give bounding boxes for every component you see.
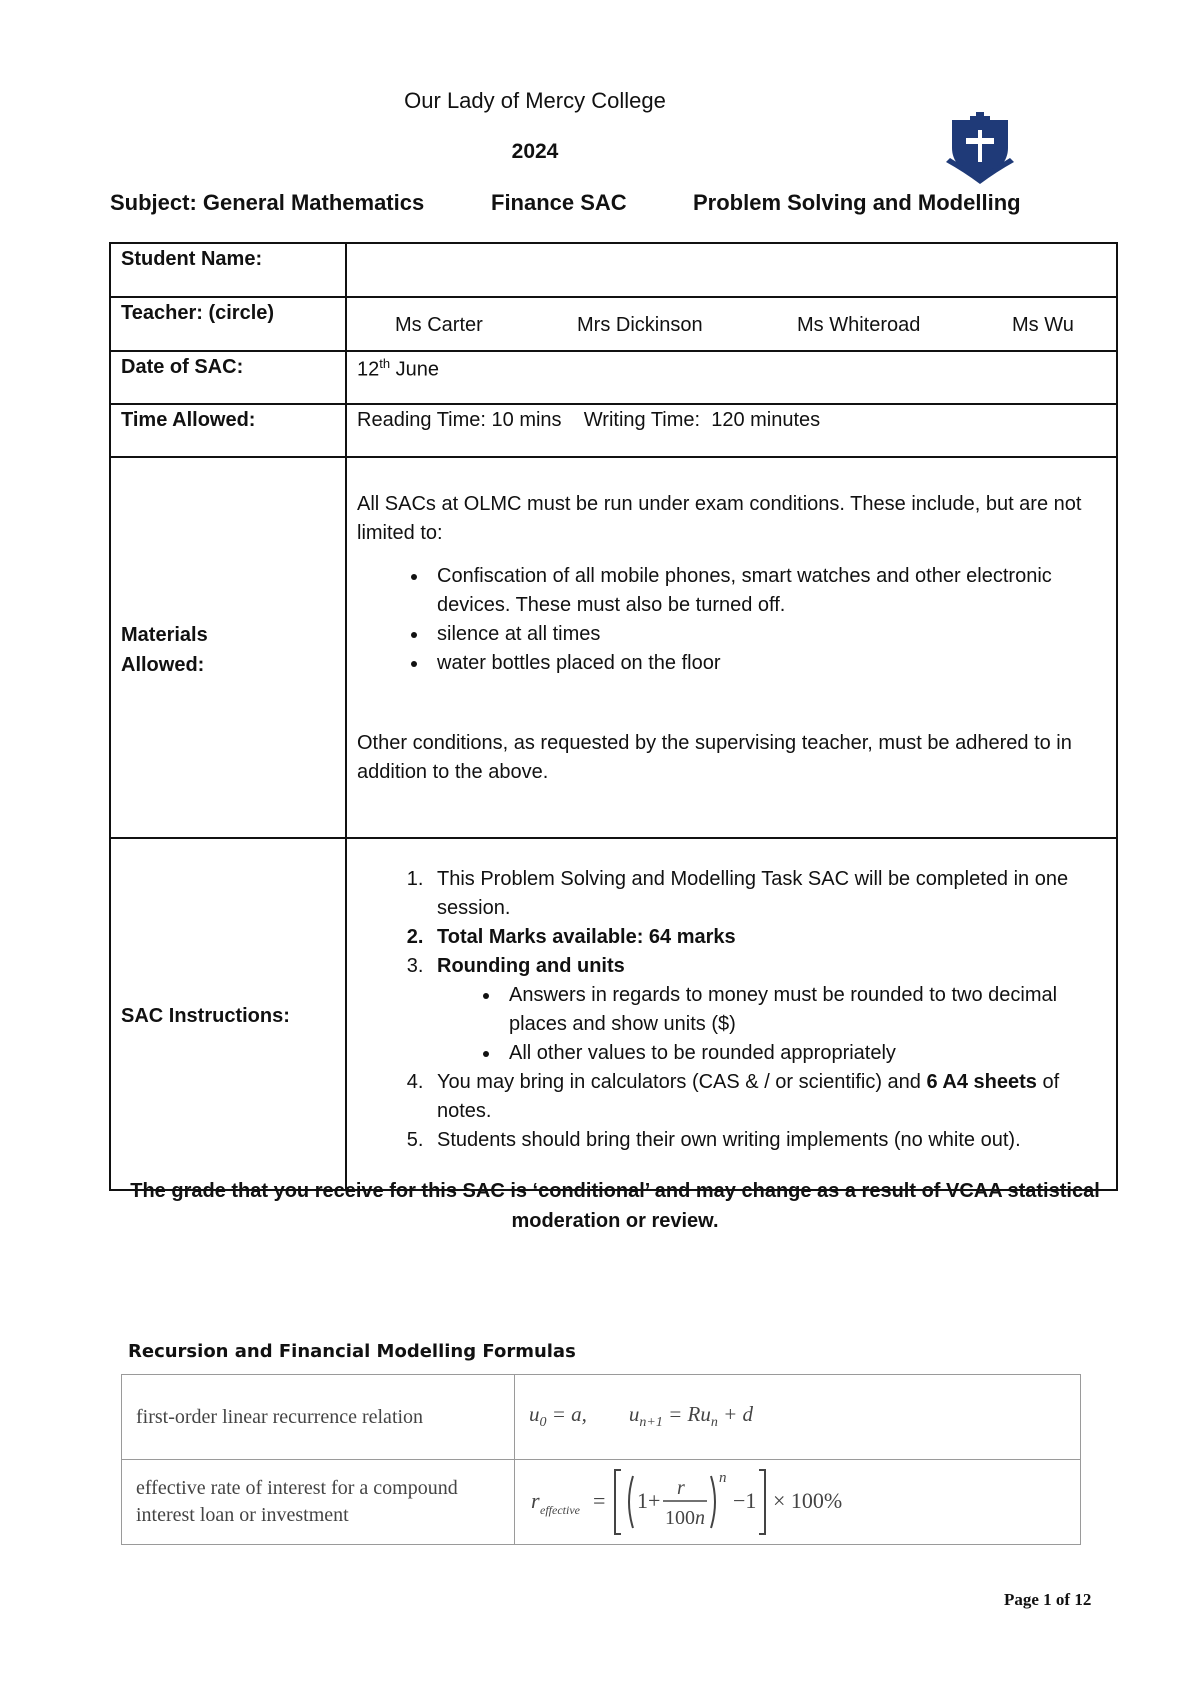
year: 2024: [511, 140, 559, 163]
materials-item: • Confiscation of all mobile phones, smart watches and other electronic devices. These must also be turned off.: [429, 562, 1106, 620]
student-name-field[interactable]: [346, 243, 1117, 297]
time-value: Reading Time: 10 mins Writing Time: 120 minutes: [346, 404, 1117, 457]
instructions-content: [346, 838, 1117, 1190]
grade-conditional-note: The grade that you receive for this SAC is ‘conditional’ and may change as a result of VCAA statistical moderation or review.: [130, 1180, 1100, 1232]
formula-description: effective rate of interest for a compound interest loan or investment: [122, 1460, 515, 1545]
materials-intro: All SACs at OLMC must be run under exam conditions. These include, but are not limited to:: [357, 493, 1082, 544]
effective-rate-formula: [515, 1460, 1081, 1545]
materials-label: [110, 457, 346, 838]
date-day: 12: [357, 358, 380, 381]
teacher-option-wu[interactable]: Ms Wu: [1012, 314, 1074, 336]
rounding-sublist: [437, 981, 1106, 1068]
teacher-label: Teacher: (circle): [110, 297, 346, 351]
teacher-option-carter[interactable]: Ms Carter: [395, 314, 483, 336]
materials-item: • water bottles placed on the floor: [429, 649, 1106, 678]
instruction-item-2: 2. Total Marks available: 64 marks: [429, 923, 1106, 952]
materials-list: [357, 562, 1106, 678]
instruction-item-4-bold: 6 A4 sheets: [926, 1071, 1037, 1093]
instruction-item-4: [429, 1068, 1106, 1126]
teacher-options: [346, 297, 1117, 351]
recurrence-formula: [515, 1375, 1081, 1460]
svg-text:r: r: [677, 1477, 685, 1499]
svg-text:r: r: [531, 1488, 540, 1513]
instruction-item-5: 5. Students should bring their own writing implements (no white out).: [429, 1126, 1106, 1155]
college-crest-logo: [944, 110, 1016, 186]
svg-text:effective: effective: [540, 1503, 580, 1517]
task-title: Problem Solving and Modelling: [693, 190, 1021, 215]
materials-outro: Other conditions, as requested by the supervising teacher, must be adhered to in addition to the above.: [357, 732, 1072, 783]
student-name-label: Student Name:: [110, 243, 346, 297]
instruction-item-3-title: Rounding and units: [437, 955, 625, 977]
formulas-table: [121, 1374, 1081, 1545]
formula-description: first-order linear recurrence relation: [122, 1375, 515, 1460]
instructions-label: SAC Instructions:: [110, 838, 346, 1190]
svg-text:× 100%: × 100%: [773, 1488, 843, 1513]
materials-content: [346, 457, 1117, 838]
instruction-item-4-pre: You may bring in calculators (CAS & / or scientific) and: [437, 1071, 927, 1093]
date-suffix: th: [379, 356, 391, 371]
recurrence-formula-image: $u_0 = a$, $u_{n+1} = Ru_n + d$: [529, 1402, 754, 1431]
time-label: Time Allowed:: [110, 404, 346, 457]
effective-rate-formula-image: [529, 1464, 849, 1540]
date-month: June: [390, 358, 440, 381]
materials-item: • silence at all times: [429, 620, 1106, 649]
svg-text:n: n: [719, 1470, 727, 1486]
sac-title: Finance SAC: [491, 190, 627, 215]
svg-text:−1: −1: [733, 1488, 757, 1513]
school-name: Our Lady of Mercy College: [404, 88, 666, 113]
materials-label-text: Materials Allowed:: [121, 623, 208, 676]
rounding-item: • Answers in regards to money must be rounded to two decimal places and show units ($): [501, 981, 1106, 1039]
instruction-item-3: [429, 952, 1106, 1068]
formulas-heading: Recursion and Financial Modelling Formulas: [128, 1341, 576, 1362]
rounding-item: • All other values to be rounded appropriately: [501, 1039, 1106, 1068]
date-value: [346, 351, 1117, 404]
teacher-option-dickinson[interactable]: Mrs Dickinson: [577, 314, 703, 336]
svg-text:100n: 100n: [665, 1507, 705, 1529]
sac-info-table: [109, 242, 1118, 1191]
teacher-option-whiteroad[interactable]: Ms Whiteroad: [797, 314, 921, 336]
svg-text:=: =: [593, 1488, 606, 1513]
subject-title: Subject: General Mathematics: [110, 190, 425, 215]
date-label: Date of SAC:: [110, 351, 346, 404]
svg-text:1+: 1+: [637, 1488, 661, 1513]
page-number: Page 1 of 12: [1004, 1590, 1092, 1609]
instructions-list: [357, 865, 1106, 1155]
instruction-item-4-post: of notes.: [437, 1071, 1060, 1122]
instruction-item-1: 1. This Problem Solving and Modelling Task SAC will be completed in one session.: [429, 865, 1106, 923]
